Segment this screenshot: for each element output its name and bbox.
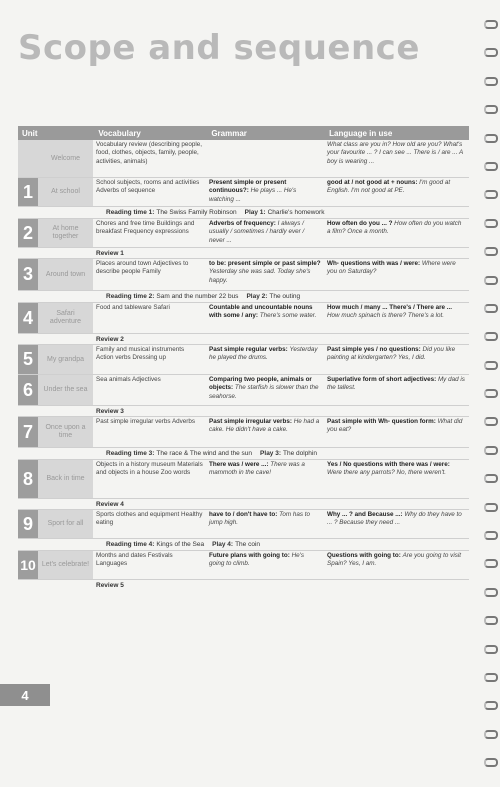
reading-label: Reading time 1: <box>106 209 155 216</box>
grammar-example: Yesterday he played the drums. <box>209 346 318 362</box>
table-row <box>18 219 469 248</box>
review-row <box>18 406 469 417</box>
binding-ring-icon <box>484 304 498 313</box>
language-cell <box>324 417 469 447</box>
binding-ring-icon <box>484 361 498 370</box>
language-cell <box>324 178 469 206</box>
grammar-cell <box>206 417 324 447</box>
unit-cell <box>18 375 93 405</box>
table-row <box>18 303 469 334</box>
review-label: Review 1 <box>96 249 124 257</box>
grammar-example: I always / usually / sometimes / hardly ever / never ... <box>209 220 305 244</box>
grammar-example: There's some water. <box>259 312 317 320</box>
reading-time-row <box>18 539 469 551</box>
unit-cell <box>18 259 93 290</box>
reading-title: Kings of the Sea <box>156 541 205 548</box>
language-cell <box>324 460 469 498</box>
table-row <box>18 375 469 406</box>
reading-title: The Swiss Family Robinson <box>156 209 237 216</box>
review-row <box>18 248 469 259</box>
unit-cell <box>18 345 93 374</box>
binding-ring-icon <box>484 446 498 455</box>
language-focus: Questions with going to: <box>327 552 401 559</box>
grammar-cell <box>206 178 324 206</box>
grammar-example: Tom has to jump high. <box>209 511 310 527</box>
unit-name: Under the sea <box>38 375 93 405</box>
vocabulary-cell: Sports clothes and equipment Healthy eating <box>96 511 203 527</box>
unit-name: Safari adventure <box>38 303 93 333</box>
vocabulary-cell: Months and dates Festivals Languages <box>96 552 173 568</box>
unit-cell <box>18 417 93 447</box>
table-row <box>18 551 469 580</box>
table-row <box>18 345 469 375</box>
play-title: The dolphin <box>283 450 317 457</box>
reading-title: Sam and the number 22 bus <box>156 293 239 300</box>
unit-name: Sport for all <box>38 510 93 538</box>
binding-ring-icon <box>484 503 498 512</box>
review-label: Review 2 <box>96 335 124 343</box>
grammar-focus: There was / were ...: <box>209 461 269 468</box>
vocabulary-cell: School subjects, rooms and activities Adverbs of sequence <box>96 179 200 195</box>
binding-ring-icon <box>484 219 498 228</box>
unit-number: 7 <box>18 417 38 447</box>
grammar-cell <box>206 375 324 405</box>
binding-ring-icon <box>484 48 498 57</box>
grammar-example: Yesterday she was sad. Today she's happy. <box>209 268 311 284</box>
binding-ring-icon <box>484 389 498 398</box>
play-label: Play 2: <box>246 293 268 300</box>
grammar-cell <box>206 460 324 498</box>
language-example: Were there any parrots? No, there weren't. <box>327 469 447 477</box>
grammar-focus: Comparing two people, animals or objects: <box>209 376 312 392</box>
language-focus: How much / many ... There's / There are ... <box>327 304 453 311</box>
table-row <box>18 510 469 539</box>
play-label: Play 3: <box>260 450 282 457</box>
language-example: Are you going to visit Spain? Yes, I am. <box>327 552 462 568</box>
table-row <box>18 417 469 448</box>
language-cell <box>324 551 469 579</box>
grammar-example: The starfish is slower than the seahorse. <box>209 384 319 400</box>
language-cell <box>324 259 469 290</box>
grammar-cell <box>206 345 324 374</box>
review-row <box>18 580 469 590</box>
reading-label: Reading time 3: <box>106 450 155 457</box>
page-title: Scope and sequence <box>18 28 420 68</box>
vocabulary-cell: Vocabulary review (describing people, food, clothes, objects, family, people, activities, animals) <box>96 141 203 165</box>
language-example: I'm good at English. I'm not good at PE. <box>327 179 451 195</box>
unit-cell <box>18 303 93 333</box>
play-title: Charlie's homework <box>267 209 325 216</box>
scope-table <box>18 126 469 590</box>
play-label: Play 1: <box>244 209 266 216</box>
grammar-focus: Adverbs of frequency: <box>209 220 276 227</box>
language-focus: Yes / No questions with there was / were: <box>327 461 450 468</box>
binding-ring-icon <box>484 20 498 29</box>
grammar-cell <box>206 303 324 333</box>
binding-ring-icon <box>484 276 498 285</box>
language-focus: How often do you ... ? <box>327 220 393 227</box>
unit-number <box>18 140 38 177</box>
binding-ring-icon <box>484 134 498 143</box>
table-row <box>18 140 469 178</box>
header-unit: Unit <box>22 128 38 138</box>
unit-name: Once upon a time <box>38 417 93 447</box>
unit-name: Let's celebrate! <box>38 551 93 579</box>
grammar-focus: Countable and uncountable nouns with some / any: <box>209 304 313 320</box>
vocabulary-cell: Chores and free time Buildings and breakfast Frequency expressions <box>96 220 195 236</box>
page-number: 4 <box>0 684 50 706</box>
binding-ring-icon <box>484 645 498 654</box>
grammar-focus: Present simple or present continuous?: <box>209 179 287 195</box>
grammar-focus: have to / don't have to: <box>209 511 278 518</box>
binding-ring-icon <box>484 247 498 256</box>
binding-ring-icon <box>484 758 498 767</box>
unit-number: 1 <box>18 178 38 206</box>
binding-ring-icon <box>484 190 498 199</box>
unit-number: 8 <box>18 460 38 498</box>
language-cell <box>324 303 469 333</box>
binding-ring-icon <box>484 531 498 540</box>
unit-number: 5 <box>18 345 38 374</box>
language-focus: Superlative form of short adjectives: <box>327 376 437 383</box>
language-focus: Past simple yes / no questions: <box>327 346 421 353</box>
reading-time-row <box>18 448 469 460</box>
unit-cell <box>18 510 93 538</box>
unit-number: 10 <box>18 551 38 579</box>
grammar-focus: Past simple irregular verbs: <box>209 418 292 425</box>
grammar-focus: Past simple regular verbs: <box>209 346 288 353</box>
binding-ring-icon <box>484 162 498 171</box>
grammar-example: He had a cake. He didn't have a cake. <box>209 418 320 434</box>
review-label: Review 5 <box>96 581 124 589</box>
unit-name: Back in time <box>38 460 93 498</box>
language-focus: good at / not good at + nouns: <box>327 179 418 186</box>
spiral-binding <box>484 20 498 787</box>
unit-number: 9 <box>18 510 38 538</box>
review-row <box>18 334 469 345</box>
unit-number: 4 <box>18 303 38 333</box>
grammar-cell <box>206 259 324 290</box>
vocabulary-cell: Objects in a history museum Materials and objects in a house Zoo words <box>96 461 203 477</box>
grammar-example: He plays ... He's watching ... <box>209 187 297 203</box>
binding-ring-icon <box>484 417 498 426</box>
vocabulary-cell: Places around town Adjectives to describe people Family <box>96 260 189 276</box>
grammar-focus: to be: present simple or past simple? <box>209 260 321 267</box>
header-vocabulary: Vocabulary <box>98 128 141 138</box>
unit-name: Around town <box>38 259 93 290</box>
binding-ring-icon <box>484 105 498 114</box>
language-cell <box>324 510 469 538</box>
header-language: Language in use <box>329 128 393 138</box>
vocabulary-cell: Food and tableware Safari <box>96 304 170 311</box>
language-cell <box>324 140 469 177</box>
unit-cell <box>18 140 93 177</box>
language-example: My dad is the tallest. <box>327 376 465 392</box>
table-row <box>18 460 469 499</box>
language-cell <box>324 219 469 247</box>
unit-number: 2 <box>18 219 38 247</box>
review-label: Review 3 <box>96 407 124 415</box>
reading-time-row <box>18 291 469 303</box>
language-focus: Wh- questions with was / were: <box>327 260 421 267</box>
unit-number: 6 <box>18 375 38 405</box>
table-header <box>18 126 469 140</box>
language-example: What class are you in? How old are you? What's your favourite ... ? I can see ... There is / are ... A boy is wearing ... <box>327 141 464 165</box>
reading-label: Reading time 4: <box>106 541 155 548</box>
binding-ring-icon <box>484 474 498 483</box>
language-focus: Past simple with Wh- question form: <box>327 418 436 425</box>
language-example: Where were you on Saturday? <box>327 260 456 276</box>
unit-cell <box>18 551 93 579</box>
grammar-cell <box>206 140 324 177</box>
play-title: The coin <box>235 541 261 548</box>
binding-ring-icon <box>484 559 498 568</box>
language-example: Did you like painting at kindergarten? Yes, I did. <box>327 346 456 362</box>
unit-number: 3 <box>18 259 38 290</box>
language-example: What did you eat? <box>327 418 463 434</box>
grammar-cell <box>206 219 324 247</box>
reading-title: The race & The wind and the sun <box>156 450 253 457</box>
grammar-example: He's going to climb. <box>209 552 304 568</box>
binding-ring-icon <box>484 588 498 597</box>
binding-ring-icon <box>484 730 498 739</box>
unit-name: My grandpa <box>38 345 93 374</box>
grammar-focus: Future plans with going to: <box>209 552 290 559</box>
table-row <box>18 178 469 207</box>
play-label: Play 4: <box>212 541 234 548</box>
review-label: Review 4 <box>96 500 124 508</box>
binding-ring-icon <box>484 77 498 86</box>
unit-name: At home together <box>38 219 93 247</box>
review-row <box>18 499 469 510</box>
reading-label: Reading time 2: <box>106 293 155 300</box>
header-grammar: Grammar <box>211 128 247 138</box>
language-cell <box>324 345 469 374</box>
vocabulary-cell: Sea animals Adjectives <box>96 376 161 383</box>
language-cell <box>324 375 469 405</box>
binding-ring-icon <box>484 673 498 682</box>
binding-ring-icon <box>484 332 498 341</box>
unit-cell <box>18 460 93 498</box>
binding-ring-icon <box>484 616 498 625</box>
unit-name: Welcome <box>38 140 93 177</box>
play-title: The outing <box>269 293 301 300</box>
unit-cell <box>18 178 93 206</box>
language-example: How much spinach is there? There's a lot. <box>327 312 445 320</box>
table-row <box>18 259 469 291</box>
reading-time-row <box>18 207 469 219</box>
unit-name: At school <box>38 178 93 206</box>
grammar-cell <box>206 551 324 579</box>
vocabulary-cell: Family and musical instruments Action verbs Dressing up <box>96 346 185 362</box>
language-example: Why do they have to ... ? Because they need ... <box>327 511 462 527</box>
unit-cell <box>18 219 93 247</box>
language-example: How often do you watch a film? Once a month. <box>327 220 462 236</box>
language-focus: Why ... ? and Because ...: <box>327 511 403 518</box>
vocabulary-cell: Past simple irregular verbs Adverbs <box>96 418 196 425</box>
grammar-example: There was a mammoth in the cave! <box>209 461 305 477</box>
grammar-cell <box>206 510 324 538</box>
